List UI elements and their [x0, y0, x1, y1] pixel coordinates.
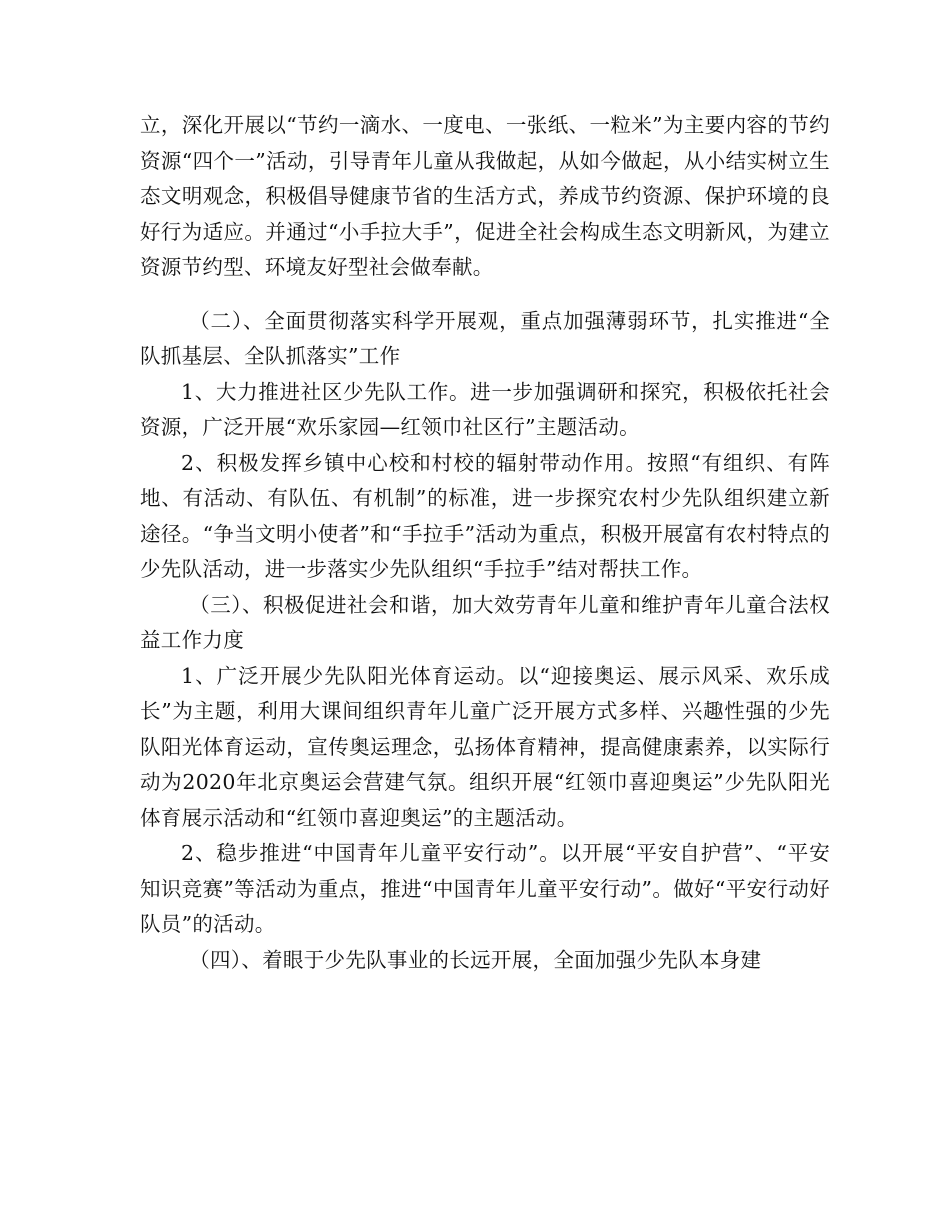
- paragraph-rural-schools: 2、积极发挥乡镇中心校和村校的辐射带动作用。按照“有组织、有阵地、有活动、有队伍、有机制”的标准，进一步探究农村少先队组织建立新途径。“争当文明小使者”和“手拉手”活动为重点，积极开展富有农村特点的少先队活动，进一步落实少先队组织“手拉手”结对帮扶工作。: [140, 450, 830, 581]
- paragraph-sunshine-sports: 1、广泛开展少先队阳光体育运动。以“迎接奥运、展示风采、欢乐成长”为主题，利用大课间组织青年儿童广泛开展方式多样、兴趣性强的少先队阳光体育运动，宣传奥运理念，弘扬体育精神，提高健康素养，以实际行动为2020年北京奥运会营建气氛。组织开展“红领巾喜迎奥运”少先队阳光体育展示活动和“红领巾喜迎奥运”的主题活动。: [140, 663, 830, 830]
- document-body: [140, 108, 830, 978]
- paragraph-safety-action: 2、稳步推进“中国青年儿童平安行动”。以开展“平安自护营”、“平安知识竞赛”等活动为重点，推进“中国青年儿童平安行动”。做好“平安行动好队员”的活动。: [140, 841, 830, 936]
- section-heading-two: （二）、全面贯彻落实科学开展观，重点加强薄弱环节，扎实推进“全队抓基层、全队抓落实”工作: [140, 308, 830, 368]
- section-heading-four: （四）、着眼于少先队事业的长远开展，全面加强少先队本身建: [189, 947, 762, 972]
- paragraph-conservation: 立，深化开展以“节约一滴水、一度电、一张纸、一粒米”为主要内容的节约资源“四个一”活动，引导青年儿童从我做起，从如今做起，从小结实树立生态文明观念，积极倡导健康节省的生活方式，养成节约资源、保护环境的良好行为适应。并通过“小手拉大手”，促进全社会构成生态文明新风，为建立资源节约型、环境友好型社会做奉献。: [140, 113, 830, 279]
- section-heading-three: （三）、积极促进社会和谐，加大效劳青年儿童和维护青年儿童合法权益工作力度: [140, 592, 830, 652]
- paragraph-community-work: 1、大力推进社区少先队工作。进一步加强调研和探究，积极依托社会资源，广泛开展“欢乐家园—红领巾社区行”主题活动。: [140, 379, 830, 439]
